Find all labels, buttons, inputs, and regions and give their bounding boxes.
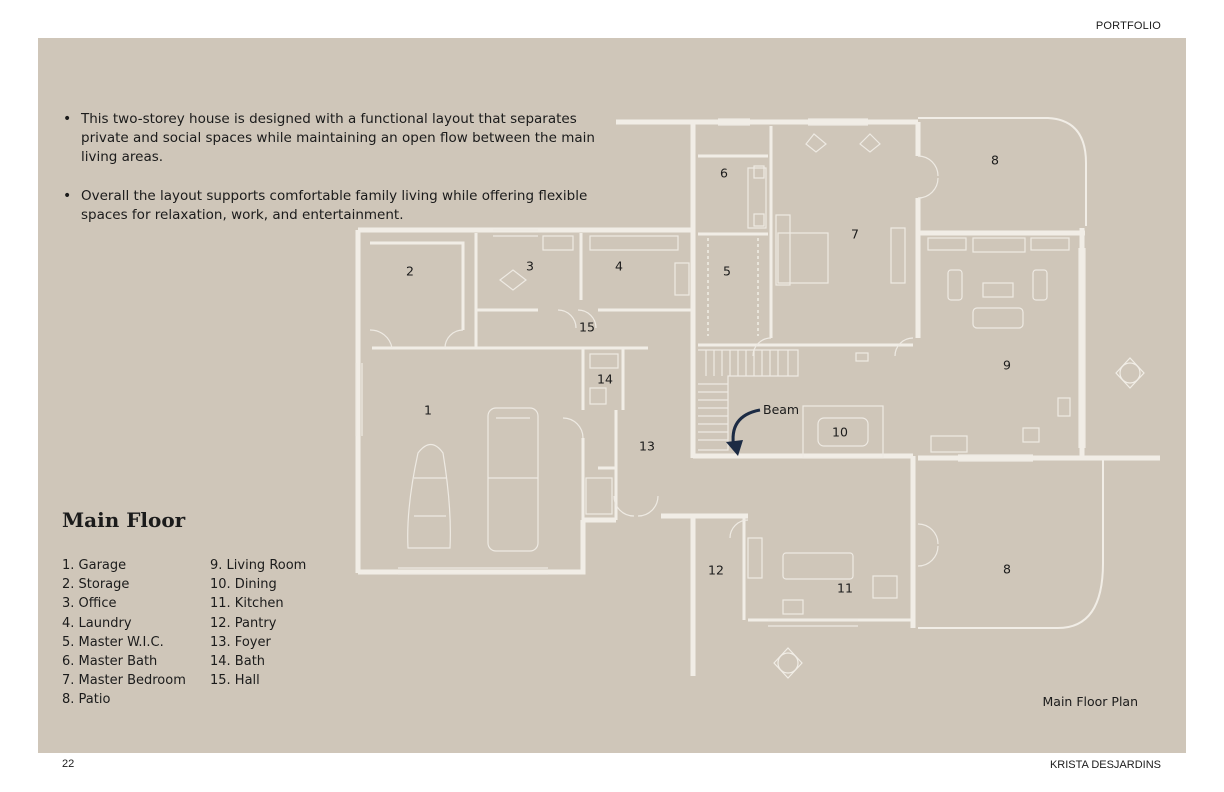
legend-column-1 (62, 556, 186, 710)
legend-item: 1. Garage (62, 558, 127, 573)
legend-title: Main Floor (62, 508, 186, 532)
design-note: • This two-storey house is designed with a functional layout that separates private and social spaces while maintaining an open flow between the main living areas. (62, 110, 622, 167)
room-label-dining: 10 (832, 424, 848, 440)
legend-item: 11. Kitchen (210, 596, 284, 612)
legend-item: 2. Storage (62, 577, 130, 593)
legend-item: 14. Bath (210, 654, 266, 670)
legend-item: 10. Dining (210, 577, 277, 593)
legend-item: 6. Master Bath (62, 654, 158, 670)
room-label-hall: 15 (579, 319, 595, 335)
room-label-storage: 2 (406, 263, 414, 279)
legend-item: 15. Hall (210, 673, 260, 689)
content-panel (38, 38, 1186, 753)
room-label-living-room: 9 (1003, 357, 1011, 373)
beam-arrow (726, 410, 760, 456)
legend-item: 8. Patio (62, 692, 111, 708)
legend-item: 4. Laundry (62, 615, 132, 631)
design-note: • Overall the layout supports comfortable family living while offering flexible spaces for relaxation, work, and entertainment. (62, 187, 622, 225)
legend-column-2 (210, 556, 306, 690)
beam-label: Beam (763, 402, 800, 417)
author-name: KRISTA DESJARDINS (1049, 759, 1161, 771)
legend-item: 7. Master Bedroom (62, 673, 186, 689)
room-label-office: 3 (526, 258, 534, 274)
room-label-patio-upper: 8 (991, 152, 999, 168)
door-swings (370, 156, 938, 566)
room-label-kitchen: 11 (837, 580, 853, 596)
section-label: PORTFOLIO (1095, 20, 1161, 32)
room-label-bath: 14 (597, 371, 613, 387)
room-label-laundry: 4 (615, 258, 623, 274)
room-label-master-bedroom: 7 (851, 226, 859, 242)
room-label-pantry: 12 (708, 562, 724, 578)
legend-item: 13. Foyer (210, 634, 271, 650)
legend-item: 3. Office (62, 596, 117, 612)
page-number: 22 (62, 758, 75, 770)
plan-caption: Main Floor Plan (1042, 694, 1138, 709)
room-label-foyer: 13 (639, 438, 655, 454)
legend-item: 12. Pantry (210, 615, 277, 631)
stairs (698, 350, 798, 450)
room-label-garage: 1 (424, 402, 432, 418)
walls (358, 118, 1160, 676)
room-label-patio-lower: 8 (1003, 561, 1011, 577)
room-label-master-wic: 5 (723, 263, 731, 279)
closet-rails (708, 238, 758, 336)
windows (356, 119, 1085, 626)
legend-item: 5. Master W.I.C. (62, 634, 164, 650)
legend-item: 9. Living Room (210, 558, 307, 573)
room-label-master-bath: 6 (720, 165, 728, 181)
furniture (408, 134, 1070, 614)
